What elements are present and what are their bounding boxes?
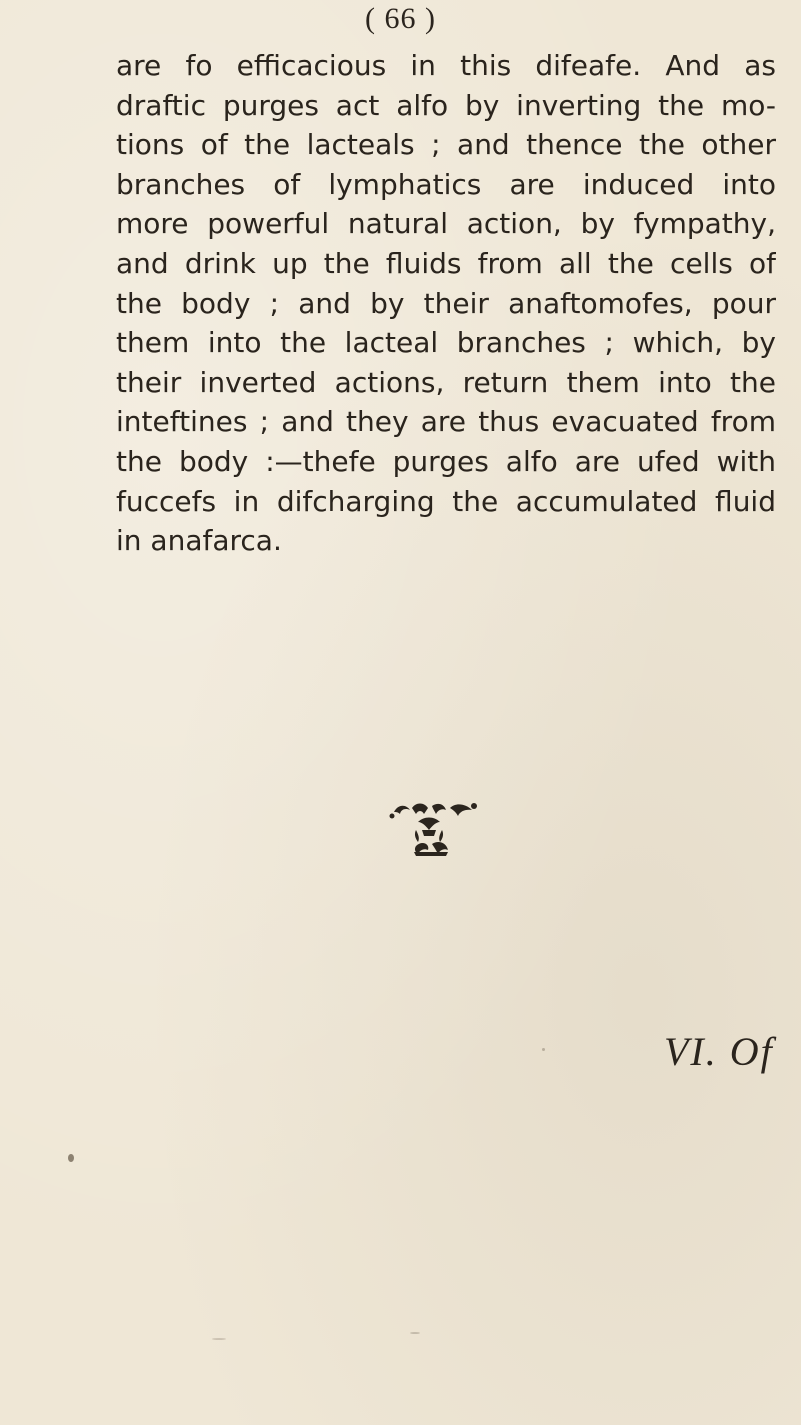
paper-speck <box>542 1048 545 1051</box>
text-line-13: in anafarca. <box>116 524 282 558</box>
text-line-8: them into the lacteal branches ; which, by <box>116 326 776 360</box>
text-line-5: more powerful natural action, by fympathy, <box>116 207 776 241</box>
body-text <box>116 46 776 561</box>
text-line-11: the body :—thefe purges alfo are ufed with <box>116 444 776 478</box>
text-line-9: their inverted actions, return them into the <box>116 365 776 399</box>
text-line-12: fuccefs in difcharging the accumulated fluid <box>116 484 776 518</box>
page-number: ( 66 ) <box>365 2 436 35</box>
text-line-4: branches of lymphatics are induced into <box>116 167 776 201</box>
paper-speck <box>68 1154 74 1162</box>
text-line-7: the body ; and by their anaftomofes, pour <box>116 286 776 320</box>
text-line-3: tions of the lacteals ; and thence the other <box>116 128 776 162</box>
paper-speck <box>212 1338 226 1340</box>
printer-ornament-icon <box>388 800 478 860</box>
text-line-2: draftic purges act alfo by inverting the mo- <box>116 88 776 122</box>
text-line-10: inteftines ; and they are thus evacuated from <box>116 405 776 439</box>
text-line-1: are fo efficacious in this difeafe. And as <box>116 49 776 82</box>
text-line-6: and drink up the fluids from all the cells of <box>116 246 776 280</box>
catchword: VI. Of <box>664 1029 774 1074</box>
paper-speck <box>410 1332 420 1334</box>
